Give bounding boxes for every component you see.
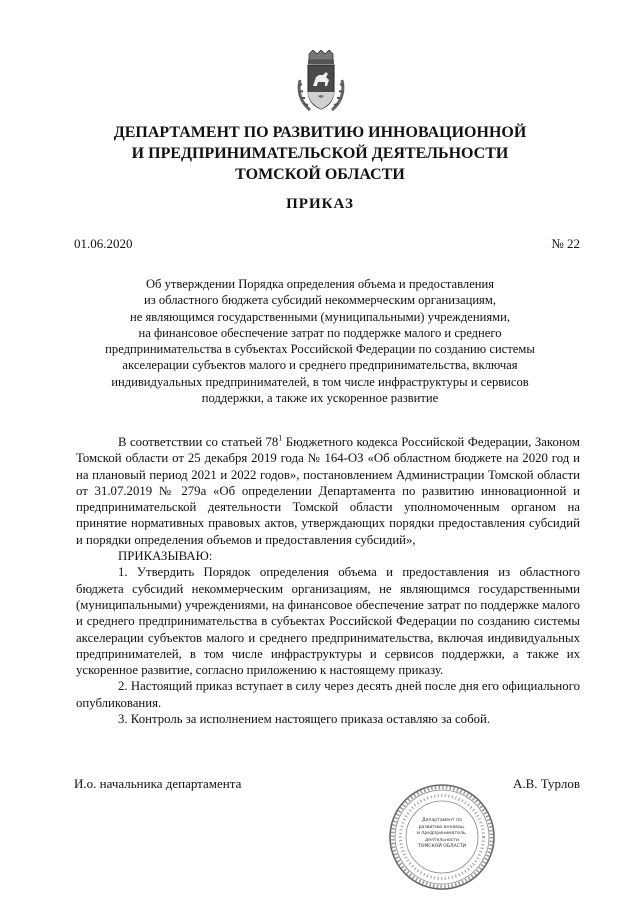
stamp-line: Департамент по <box>422 818 462 823</box>
doc-type-heading: ПРИКАЗ <box>286 196 354 212</box>
order-body <box>76 434 580 727</box>
subject-line: не являющимся государственными (муниципальными) учреждениями, <box>130 309 510 324</box>
article-superscript: 1 <box>278 433 283 443</box>
tomsk-coat-of-arms-icon <box>296 50 346 114</box>
order-number: № 22 <box>551 236 580 251</box>
stamp-line: ТОМСКОЙ ОБЛАСТИ <box>417 844 467 850</box>
department-title <box>60 122 580 185</box>
subject-line: индивидуальных предпринимателей, в том числе инфраструктуры и сервисов <box>111 374 529 389</box>
order-item: 3. Контроль за исполнением настоящего приказа оставляю за собой. <box>118 712 491 727</box>
department-line: И ПРЕДПРИНИМАТЕЛЬСКОЙ ДЕЯТЕЛЬНОСТИ <box>131 145 509 162</box>
stamp-text <box>414 818 470 851</box>
decree-word: ПРИКАЗЫВАЮ: <box>118 549 213 564</box>
subject-line: на финансовое обеспечение затрат по поддержке малого и среднего <box>138 325 502 340</box>
subject-line: акселерации субъектов малого и среднего предпринимательства, включая <box>122 358 518 373</box>
stamp-line: развитию инновац. <box>418 824 466 830</box>
subject-line: поддержки, а также их ускоренное развитие <box>201 391 439 406</box>
order-date: 01.06.2020 <box>74 236 133 251</box>
stamp-line: и предприниматель. <box>416 831 468 837</box>
order-item: 2. Настоящий приказ вступает в силу через десять дней после дня его официального опубликования. <box>76 679 580 710</box>
order-item: 1. Утвердить Порядок определения объема и предоставления из областного бюджета субсидий некоммерческим организациям, не являющимся государственными (муниципальными) учреждениями, на финансовое обеспечение затрат по поддержке малого и среднего предпринимательства в субъектах Российской Федерации по созданию системы акселерации субъектов малого и среднего предпринимательства, включая индивидуальных предпринимателей, в том числе инфраструктуры и сервисов поддержки, а также их ускоренное развитие, согласно приложению к настоящему приказу. <box>76 565 580 678</box>
subject-line: предпринимательства в субъектах Российской Федерации по созданию системы <box>105 342 535 357</box>
signer-position: И.о. начальника департамента <box>74 776 242 791</box>
department-line: ТОМСКОЙ ОБЛАСТИ <box>235 166 405 183</box>
subject-line: Об утверждении Порядка определения объема и предоставления <box>145 277 495 291</box>
department-line: ДЕПАРТАМЕНТ ПО РАЗВИТИЮ ИННОВАЦИОННОЙ <box>113 124 527 141</box>
preamble-start: В соответствии со статьей 78 <box>118 435 279 449</box>
signer-name: А.В. Турлов <box>512 776 580 791</box>
preamble-paragraph <box>76 434 580 548</box>
stamp-line: деятельности <box>425 837 459 843</box>
subject-line: из областного бюджета субсидий некоммерческим организациям, <box>144 293 496 308</box>
order-subject <box>82 276 558 406</box>
preamble-rest: Бюджетного кодекса Российской Федерации, Законом Томской области от 25 декабря 2019 года № 164-ОЗ «Об областном бюджете на 2020 год и на плановый период 2021 и 2022 годов», постановлением Администрации Томской области от 31.07.2019 № 279а «Об определении Департамента по развитию инновационной и предпринимательской деятельности Томской области уполномоченным органом на принятие нормативных правовых актов, утверждающих порядки предоставления субсидий и порядки определения объемов и предоставления субсидий», <box>76 435 580 547</box>
